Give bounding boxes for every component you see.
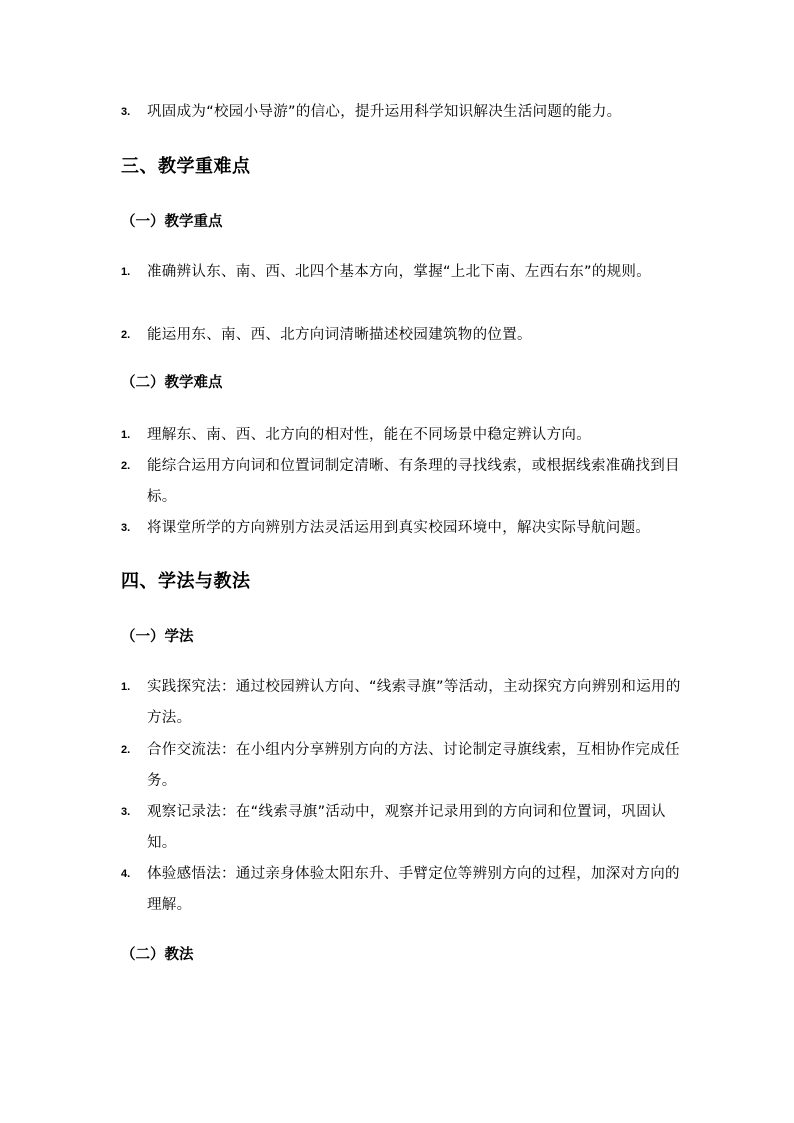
- learning-method-item: [121, 797, 691, 859]
- difficult-point-item: [121, 420, 691, 451]
- key-point-item: [121, 320, 691, 351]
- list-text: 体验感悟法：通过亲身体验太阳东升、手臂定位等辨别方向的过程，加深对方向的理解。: [147, 866, 680, 913]
- list-text: 合作交流法：在小组内分享辨别方向的方法、讨论制定寻旗线索，互相协作完成任务。: [147, 742, 680, 789]
- list-text: 观察记录法：在“线索寻旗”活动中，观察并记录用到的方向词和位置词，巩固认知。: [147, 804, 666, 851]
- learning-method-item: [121, 735, 691, 797]
- list-text: 准确辨认东、南、西、北四个基本方向，掌握“上北下南、左西右东”的规则。: [147, 264, 652, 280]
- learning-method-item: [121, 859, 691, 921]
- list-number: 3.: [121, 522, 131, 534]
- list-text: 能综合运用方向词和位置词制定清晰、有条理的寻找线索，或根据线索准确找到目标。: [147, 458, 680, 505]
- list-number: 2.: [121, 744, 131, 756]
- section-heading: 三、教学重难点: [121, 156, 251, 177]
- list-text: 实践探究法：通过校园辨认方向、“线索寻旗”等活动，主动探究方向辨别和运用的方法。: [147, 679, 681, 726]
- key-point-item: [121, 257, 691, 288]
- list-text: 将课堂所学的方向辨别方法灵活运用到真实校园环境中，解决实际导航问题。: [147, 520, 651, 536]
- list-text: 巩固成为“校园小导游”的信心，提升运用科学知识解决生活问题的能力。: [147, 104, 622, 120]
- goal-list-item: [121, 97, 691, 128]
- list-number: 3.: [121, 806, 131, 818]
- difficult-point-item: [121, 451, 691, 513]
- difficult-point-item: [121, 513, 691, 544]
- list-number: 1.: [121, 429, 131, 441]
- list-text: 能运用东、南、西、北方向词清晰描述校园建筑物的位置。: [147, 327, 532, 343]
- list-number: 3.: [121, 106, 131, 118]
- list-number: 4.: [121, 868, 131, 880]
- list-number: 2.: [121, 460, 131, 472]
- subsection-heading: （二）教学难点: [121, 375, 223, 391]
- subsection-heading: （一）教学重点: [121, 214, 223, 230]
- list-number: 1.: [121, 681, 131, 693]
- subsection-heading: （一）学法: [121, 629, 194, 645]
- list-number: 1.: [121, 266, 131, 278]
- subsection-heading: （二）教法: [121, 947, 194, 963]
- learning-method-item: [121, 672, 691, 734]
- list-text: 理解东、南、西、北方向的相对性，能在不同场景中稳定辨认方向。: [147, 427, 591, 443]
- section-heading: 四、学法与教法: [121, 571, 251, 592]
- list-number: 2.: [121, 329, 131, 341]
